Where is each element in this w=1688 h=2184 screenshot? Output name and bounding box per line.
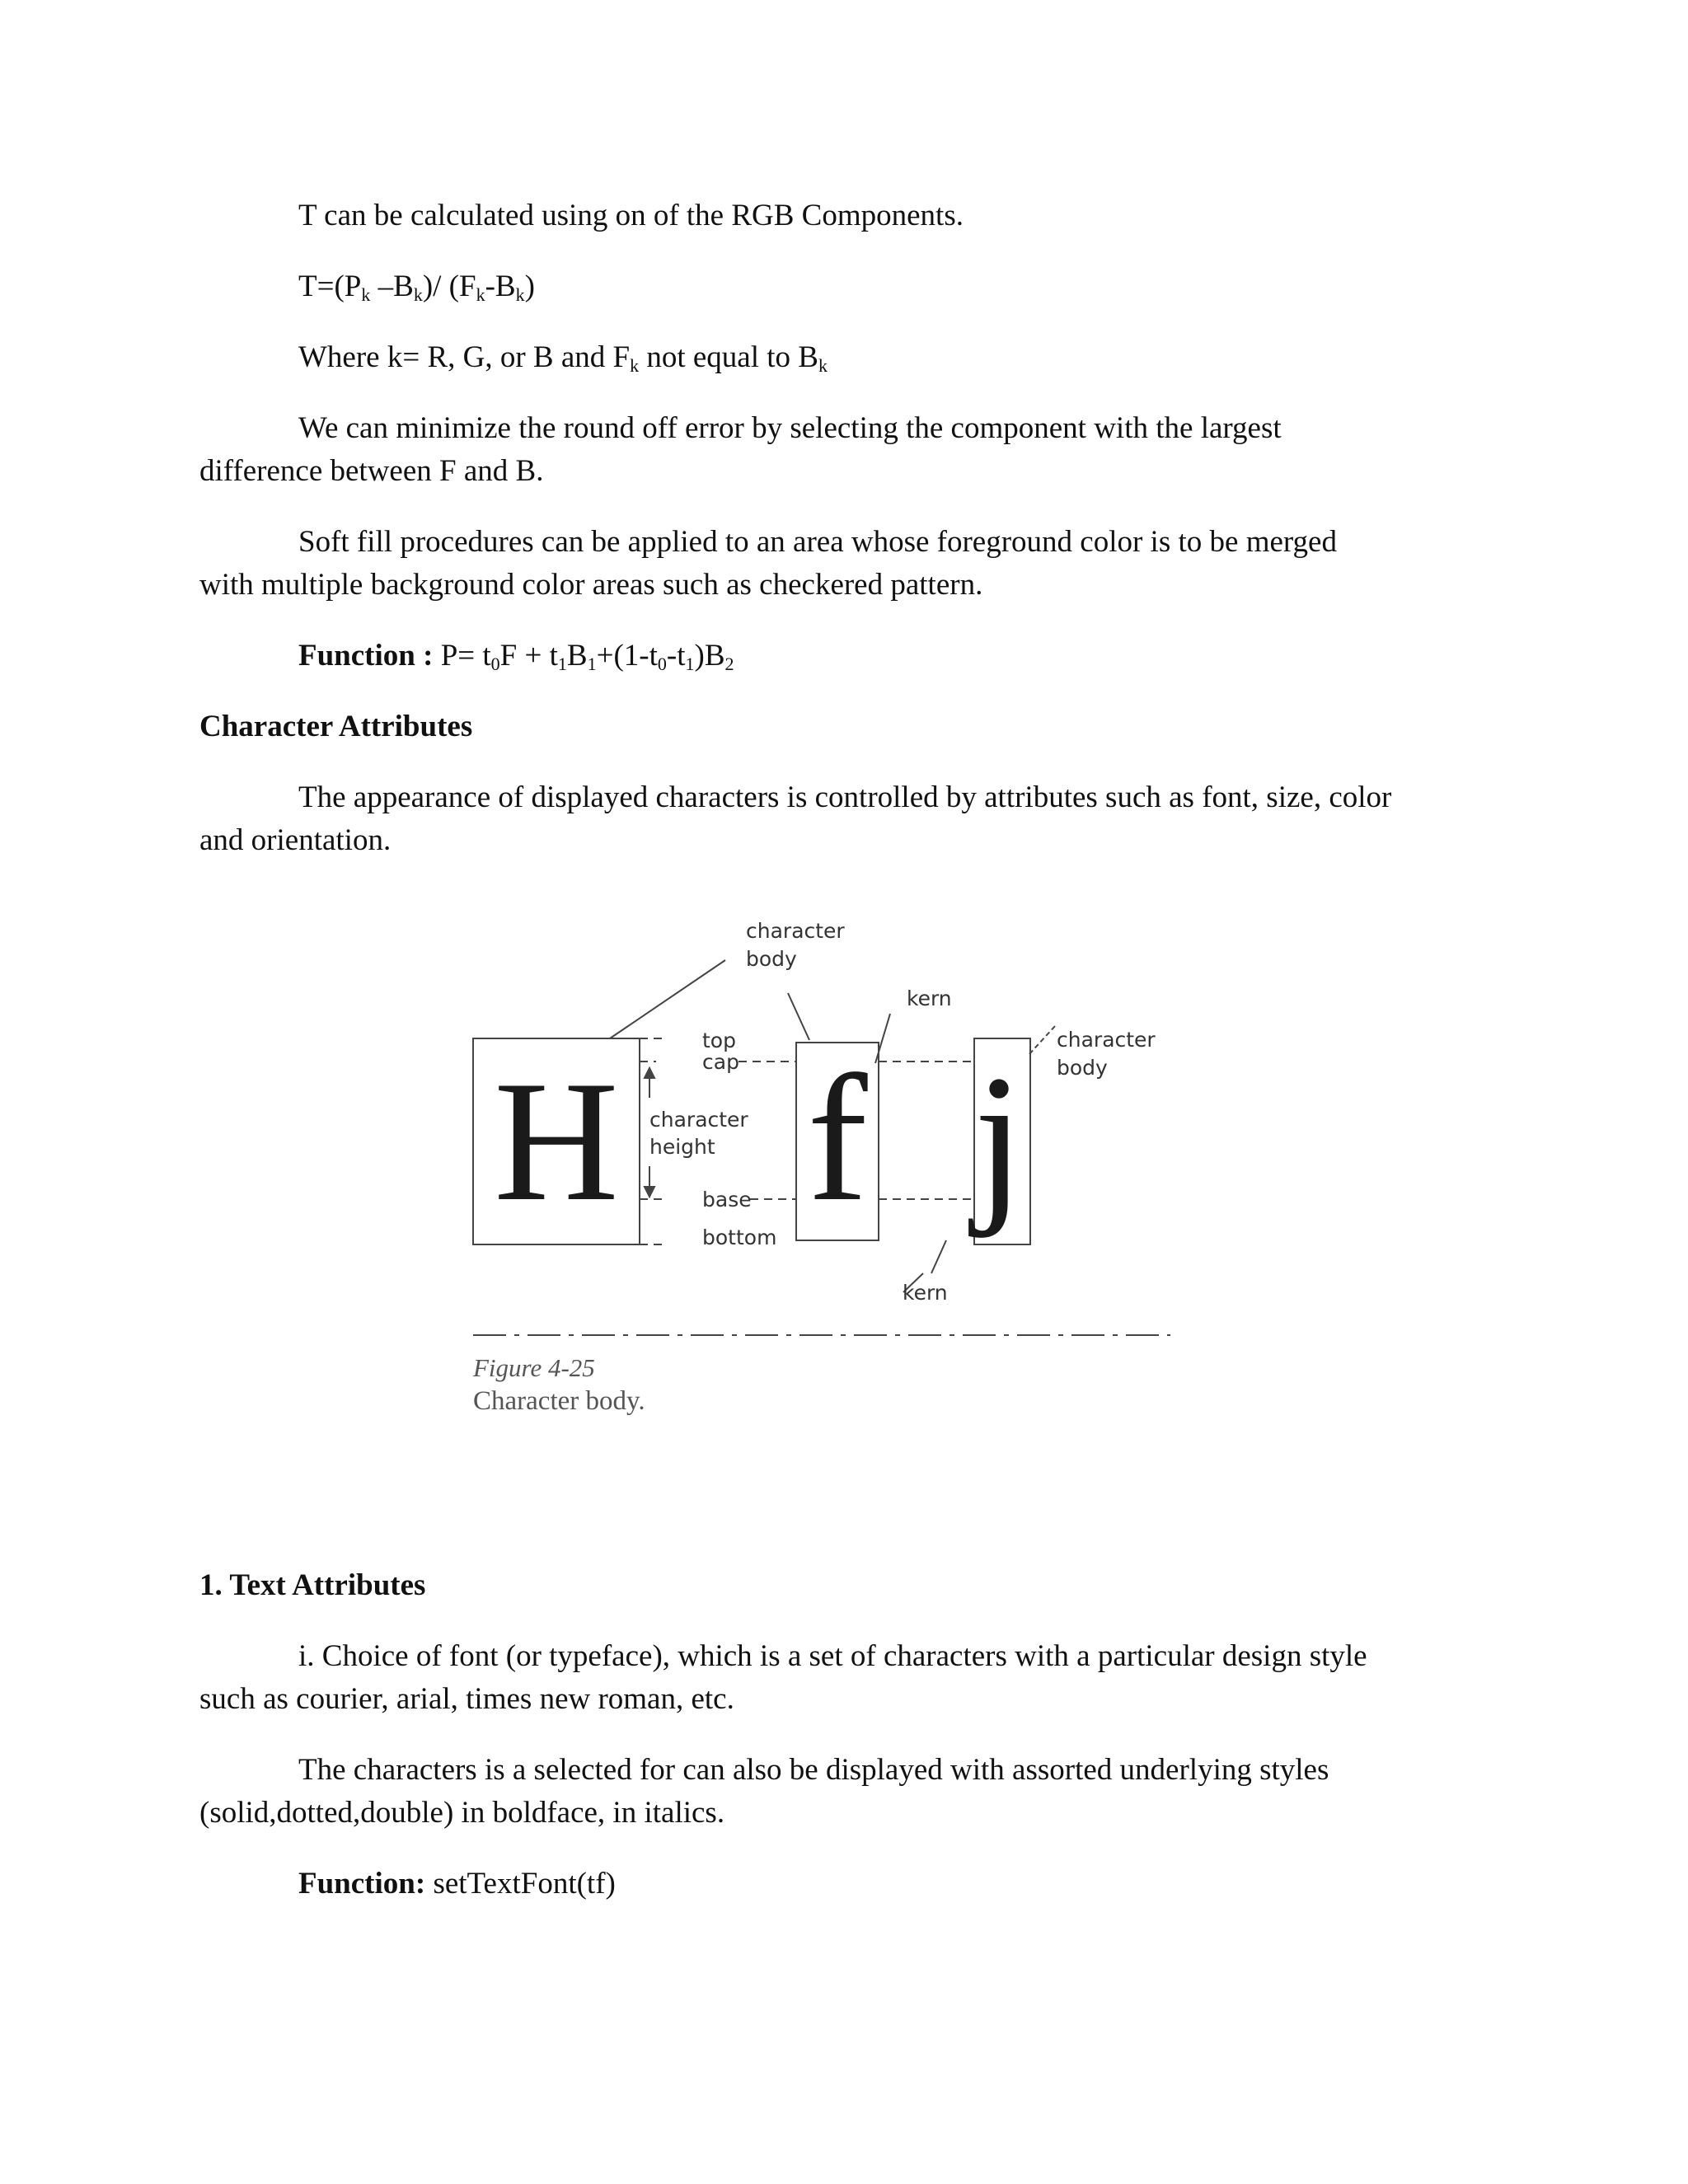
paragraph-underline-styles-line2: (solid,dotted,double) in boldface, in italics. — [199, 1796, 725, 1830]
label-kern-top: kern — [907, 987, 952, 1010]
glyph-f: f — [807, 1038, 868, 1239]
paragraph-soft-fill-line1: Soft fill procedures can be applied to an area whose foreground color is to be merged — [298, 525, 1337, 559]
label-character-body-2b: body — [1057, 1056, 1108, 1080]
paragraph-soft-fill-line2: with multiple background color areas such as checkered pattern. — [199, 568, 983, 602]
heading-text-attributes: 1. Text Attributes — [199, 1568, 426, 1602]
label-cap: cap — [702, 1050, 739, 1074]
kern-top-leader — [875, 1014, 890, 1063]
kern-bottom-leader — [931, 1240, 946, 1273]
formula-t: $T=(P_k$ $-B_k)/$ $(F_k-B_k)$ — [298, 269, 535, 305]
paragraph-round-off-line2: difference between F and B. — [199, 454, 544, 488]
function-soft-fill: Function : $P= t_0F + t_1B_1+(1-t_0-t_1)B_2$ — [298, 639, 734, 674]
label-top: top — [702, 1029, 736, 1052]
label-character-body-2a: character — [1057, 1028, 1156, 1052]
glyph-h: H — [494, 1046, 619, 1237]
paragraph-underline-styles-line1: The characters is a selected for can also be displayed with assorted underlying styles — [298, 1753, 1329, 1787]
paragraph-font-choice-line2: such as courier, arial, times new roman, etc. — [199, 1682, 734, 1716]
label-base: base — [702, 1188, 752, 1212]
char-body-leader-2 — [788, 993, 809, 1040]
figure-caption-title: Character body. — [473, 1386, 645, 1416]
formula-where: Where k= R, G, or B and $F_k$ not equal to $B_k$ — [298, 340, 828, 376]
paragraph-appearance-line1: The appearance of displayed characters is controlled by attributes such as font, size, color — [298, 780, 1392, 814]
figure-caption-number: Figure 4-25 — [473, 1353, 595, 1382]
character-body-figure — [462, 915, 1187, 1442]
glyph-j: j — [973, 1038, 1025, 1239]
paragraph-round-off-line1: We can minimize the round off error by selecting the component with the largest — [298, 411, 1282, 445]
label-character-height-b: height — [649, 1135, 715, 1159]
label-character-body-1b: body — [746, 947, 797, 971]
label-character-body-1a: character — [746, 919, 845, 943]
char-body-leader-3 — [1029, 1026, 1055, 1055]
paragraph-appearance-line2: and orientation. — [199, 823, 392, 857]
function-set-text-font: Function: setTextFont(tf) — [298, 1867, 616, 1900]
label-character-height-a: character — [649, 1108, 748, 1132]
paragraph-font-choice-line1: i. Choice of font (or typeface), which is a set of characters with a particular design style — [298, 1639, 1367, 1673]
label-kern-bottom: kern — [903, 1281, 948, 1305]
char-body-leader-1 — [610, 960, 725, 1038]
paragraph-rgb-components: T can be calculated using on of the RGB Components. — [298, 199, 964, 232]
heading-character-attributes: Character Attributes — [199, 710, 473, 743]
label-bottom: bottom — [702, 1226, 777, 1249]
